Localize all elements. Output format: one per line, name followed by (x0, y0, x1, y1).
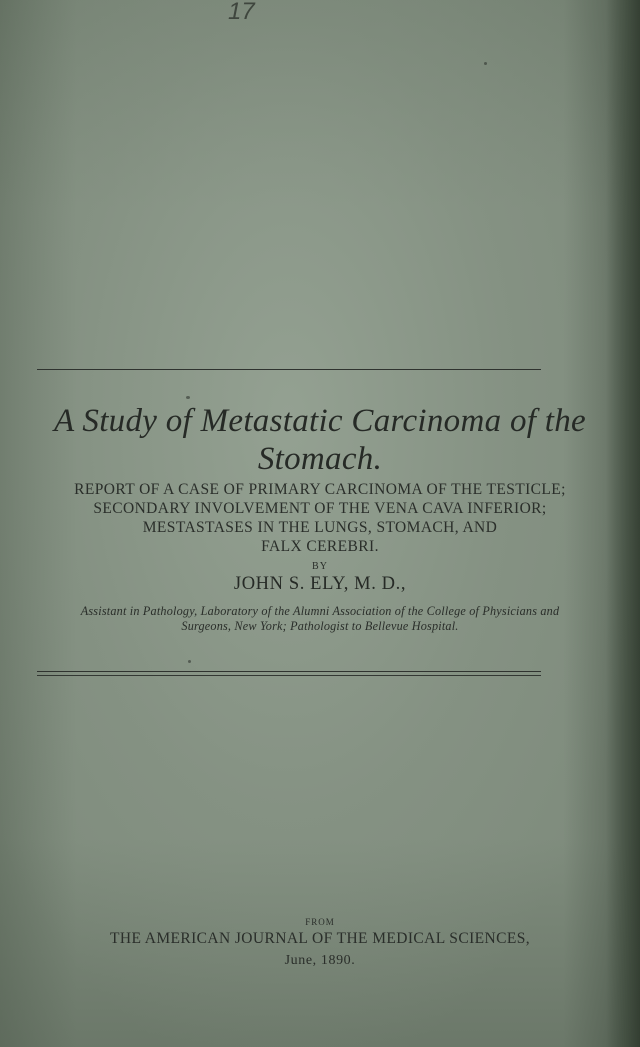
top-rule (37, 369, 541, 370)
journal-name: THE AMERICAN JOURNAL OF THE MEDICAL SCIENCES, (109, 930, 530, 947)
bottom-rule-double (37, 675, 541, 676)
author-name: JOHN S. ELY, M. D., (233, 574, 407, 594)
report-line: MESTASTASES IN THE LUNGS, STOMACH, AND (142, 519, 498, 536)
from-label: FROM (305, 917, 335, 927)
report-subtitle (20, 480, 620, 556)
report-line: REPORT OF A CASE OF PRIMARY CARCINOMA OF THE TESTICLE; (74, 481, 566, 498)
report-line: FALX CEREBRI. (261, 538, 379, 555)
affiliation-line: Surgeons, New York; Pathologist to Bellevue Hospital. (181, 619, 459, 633)
ink-speck (484, 62, 487, 65)
affiliation-line: Assistant in Pathology, Laboratory of the Alumni Association of the College of Physicians and (80, 604, 560, 618)
report-line: SECONDARY INVOLVEMENT OF THE VENA CAVA INFERIOR; (93, 500, 547, 517)
title-line-2: Stomach. (257, 441, 383, 477)
ink-speck (186, 396, 190, 399)
bottom-rule (37, 671, 541, 672)
ink-speck (188, 660, 191, 663)
by-label: BY (312, 561, 328, 572)
publication-date: June, 1890. (284, 953, 356, 968)
document-title (20, 402, 620, 478)
author-affiliation (20, 604, 620, 634)
title-line-1: A Study of Metastatic Carcinoma of the (53, 403, 586, 439)
handwritten-mark: 17 (228, 0, 255, 25)
